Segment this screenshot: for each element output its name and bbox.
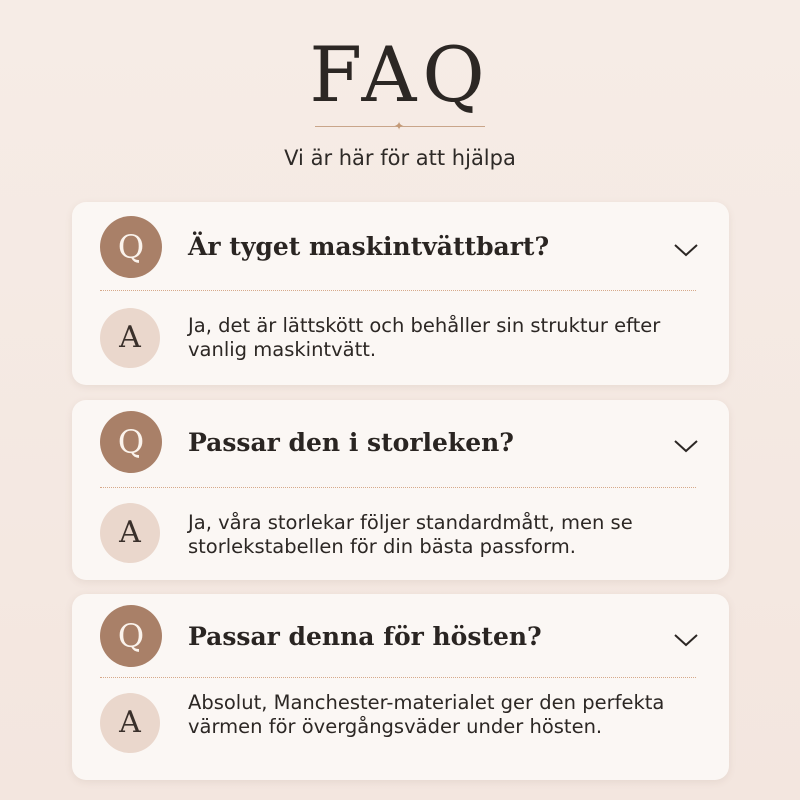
page-title: FAQ [309, 30, 491, 119]
faq-answer: Absolut, Manchester-materialet ger den perfekta värmen för övergångsväder under hösten. [188, 691, 665, 738]
title-divider [315, 118, 485, 134]
chevron-down-icon[interactable] [673, 242, 699, 258]
question-badge: Q [100, 216, 162, 278]
page-subtitle: Vi är här för att hjälpa [284, 146, 516, 170]
faq-item [72, 400, 729, 580]
question-badge: Q [100, 605, 162, 667]
faq-answer: Ja, våra storlekar följer standardmått, men se storlekstabellen för din bästa passform. [188, 511, 633, 558]
faq-item [72, 594, 729, 780]
answer-badge: A [100, 308, 160, 368]
faq-item [72, 202, 729, 385]
chevron-down-icon[interactable] [673, 632, 699, 648]
qa-separator [100, 677, 696, 678]
chevron-down-icon[interactable] [673, 438, 699, 454]
qa-separator [100, 290, 696, 291]
faq-question-toggle[interactable]: Passar denna för hösten? [188, 622, 542, 651]
qa-separator [100, 487, 696, 488]
sparkle-icon: ✦ [393, 119, 405, 133]
faq-answer: Ja, det är lättskött och behåller sin struktur efter vanlig maskintvätt. [188, 314, 661, 361]
faq-question-toggle[interactable]: Är tyget maskintvättbart? [188, 232, 550, 261]
answer-badge: A [100, 693, 160, 753]
faq-question-toggle[interactable]: Passar den i storleken? [188, 428, 514, 457]
answer-badge: A [100, 503, 160, 563]
question-badge: Q [100, 411, 162, 473]
